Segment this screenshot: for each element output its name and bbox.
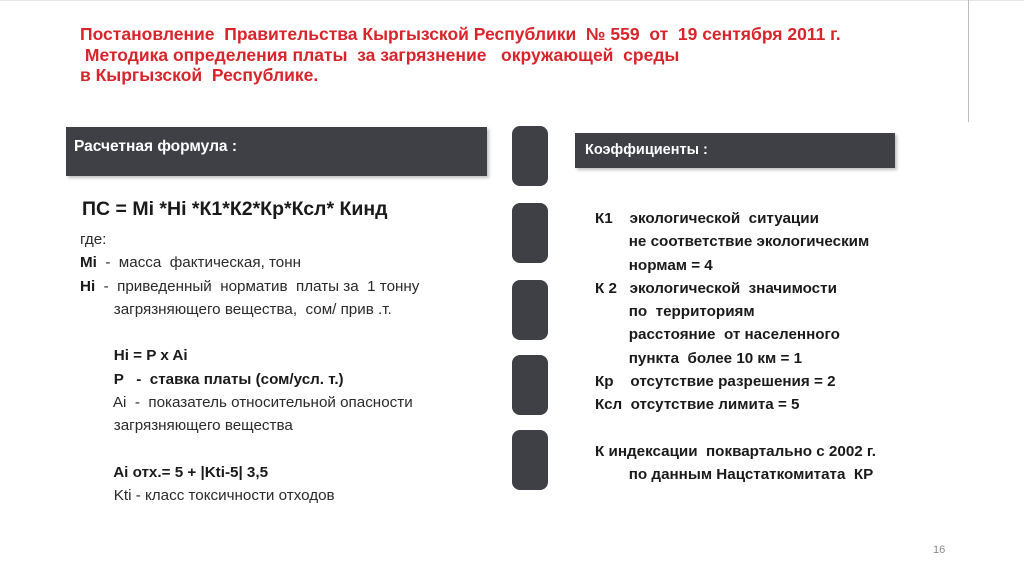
k1-line-b: нормам = 4 bbox=[595, 256, 713, 274]
formula-header-label: Расчетная формула : bbox=[74, 138, 238, 155]
hi-text: - приведенный норматив платы за 1 тонну bbox=[95, 277, 420, 295]
k1-line: К1 экологической ситуации bbox=[595, 210, 819, 227]
coefficients-list bbox=[595, 207, 876, 487]
title-line-1: Постановление Правительства Кыргызской Республики № 559 от 19 сентября 2011 г. bbox=[80, 24, 841, 44]
ai-definition: Ai - показатель относительной опасности bbox=[80, 394, 413, 412]
kr-line: Кр отсутствие разрешения = 2 bbox=[595, 373, 836, 391]
title-line-2: Методика определения платы за загрязнение окружающей среды bbox=[80, 44, 680, 65]
hi-formula: Hi = P x Ai bbox=[80, 347, 188, 365]
main-formula: ПС = Mi *Hi *К1*К2*Кр*Ксл* Кинд bbox=[82, 198, 388, 220]
decorative-pill-5 bbox=[512, 430, 548, 490]
k1-line-a: не соответствие экологическим bbox=[595, 233, 870, 251]
page-number: 16 bbox=[933, 544, 946, 556]
slide-title bbox=[80, 24, 980, 86]
decorative-pill-3 bbox=[512, 280, 548, 340]
kti-definition: Kti - класс токсичности отходов bbox=[80, 487, 335, 505]
p-definition: P - ставка платы (сом/усл. т.) bbox=[80, 370, 344, 388]
formula-explanation bbox=[80, 228, 419, 508]
k2-line-c: пункта более 10 км = 1 bbox=[595, 349, 803, 367]
decorative-pill-4 bbox=[512, 355, 548, 415]
ai-definition-cont: загрязняющего вещества bbox=[80, 417, 293, 435]
coefficients-header-box bbox=[575, 133, 895, 168]
title-line-3: в Кыргызской Республике. bbox=[80, 65, 319, 85]
hi-definition-cont: загрязняющего вещества, сом/ прив .т. bbox=[80, 300, 392, 318]
mi-symbol: Mi bbox=[80, 254, 97, 272]
k2-line-a: по территориям bbox=[595, 303, 755, 321]
kind-line-a: по данным Нацстаткомитата КР bbox=[595, 466, 874, 484]
title-divider bbox=[968, 0, 969, 122]
ksl-line: Ксл отсутствие лимита = 5 bbox=[595, 396, 800, 414]
hi-symbol: Hi bbox=[80, 277, 96, 295]
kind-line: К индексации поквартально с 2002 г. bbox=[595, 442, 876, 460]
k2-line-b: расстояние от населенного bbox=[595, 326, 840, 344]
mi-definition bbox=[80, 251, 419, 274]
ai-waste-formula: Ai отх.= 5 + |Kti-5| 3,5 bbox=[80, 463, 269, 481]
hi-definition bbox=[80, 275, 419, 298]
mi-text: - масса фактическая, тонн bbox=[96, 254, 302, 272]
where-label: где: bbox=[80, 231, 107, 248]
decorative-pill-1 bbox=[512, 126, 548, 186]
coefficients-header-label: Коэффициенты : bbox=[585, 142, 708, 158]
decorative-pill-2 bbox=[512, 203, 548, 263]
formula-header-box bbox=[66, 127, 487, 176]
k2-line: К 2 экологической значимости bbox=[595, 279, 837, 297]
